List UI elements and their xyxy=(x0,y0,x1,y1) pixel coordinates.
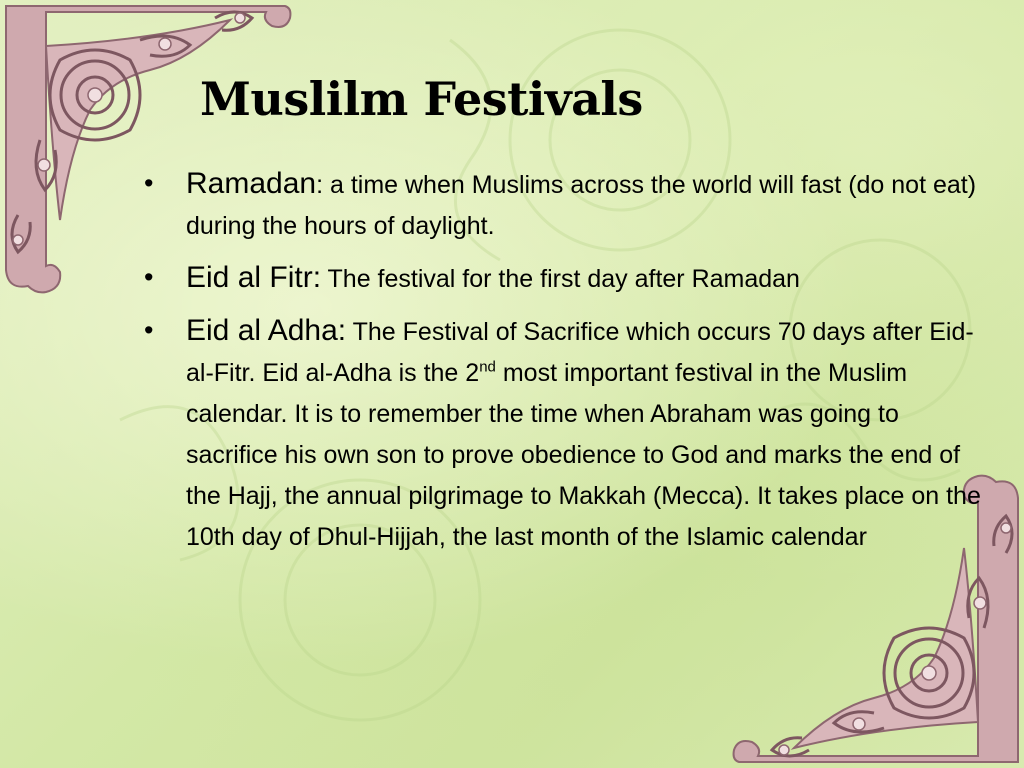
bullet-text-continued: most important festival in the Muslim calendar. It is to remember the time when Abraham was going to sacrifice his own son to prove obedience to God and marks the end of the Hajj, the annual pilgrimage to Makkah (Mecca). It takes place on the 10th day of Dhul-Hijjah, the last month of the Islamic calendar xyxy=(186,359,981,551)
bullet-dot-icon: • xyxy=(144,262,154,292)
bullet-term: Ramadan xyxy=(186,167,317,200)
bullet-term: Eid al Fitr: xyxy=(186,261,322,294)
bullet-text: The festival for the first day after Ramadan xyxy=(321,265,800,293)
bullet-item-eid-al-adha xyxy=(140,310,988,558)
ordinal-superscript: nd xyxy=(479,358,496,376)
bullet-term-separator: : xyxy=(316,171,324,199)
bullet-item-eid-al-fitr xyxy=(140,257,988,300)
slide-title: Muslilm Festivals xyxy=(200,72,643,126)
bullet-dot-icon: • xyxy=(144,315,154,345)
bullet-text: The Festival of Sacrifice which occurs 70 days after Eid-al-Fitr. Eid al-Adha is the 2 xyxy=(186,318,974,387)
bullet-term: Eid al Adha: xyxy=(186,314,347,347)
bullet-dot-icon: • xyxy=(144,168,154,198)
bullet-list xyxy=(140,163,988,568)
bullet-text: a time when Muslims across the world will fast (do not eat) during the hours of daylight. xyxy=(186,171,977,240)
bullet-item-ramadan xyxy=(140,163,988,247)
